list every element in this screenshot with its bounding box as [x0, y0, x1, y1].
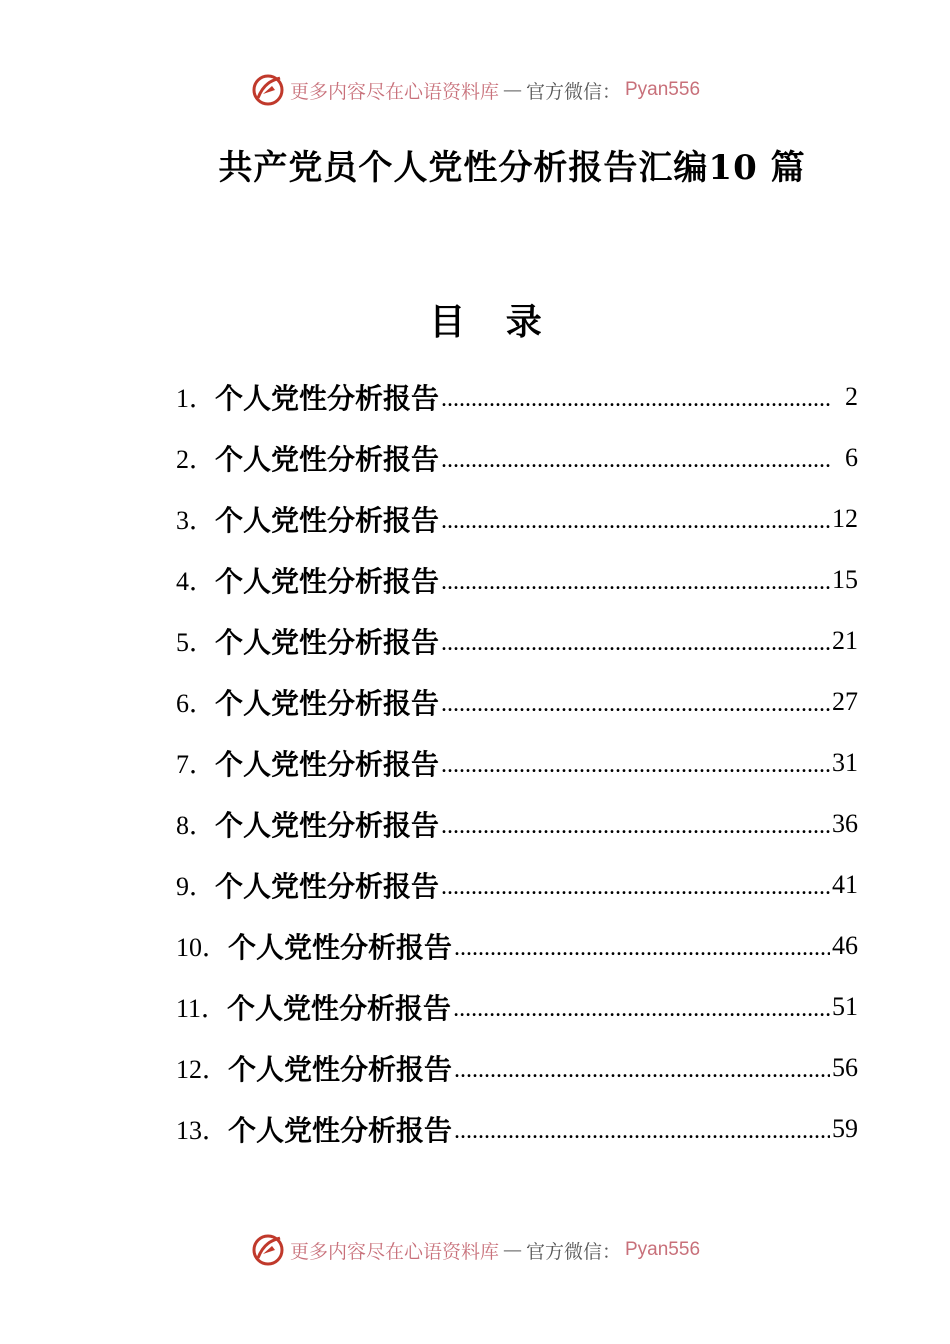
toc-leader-dots: [441, 569, 830, 596]
wechat-label: 官方微信：: [525, 1240, 621, 1263]
toc-entry-9[interactable]: [176, 854, 858, 915]
toc-leader-dots: [441, 813, 830, 840]
toc-label: 个人党性分析报告: [227, 991, 452, 1025]
toc-entry-2[interactable]: [176, 427, 858, 488]
toc-number: 10．: [176, 933, 229, 962]
toc-label: 个人党性分析报告: [228, 1113, 453, 1147]
toc-entry-5[interactable]: [176, 610, 858, 671]
wechat-label: 官方微信：: [525, 80, 621, 103]
toc-page-number: 56: [832, 1052, 858, 1082]
toc-entry-12[interactable]: [176, 1037, 858, 1098]
toc-number: 9．: [176, 872, 216, 901]
toc-leader-dots: [453, 996, 830, 1023]
toc-leader-dots: [441, 630, 830, 657]
toc-number: 7．: [176, 750, 216, 779]
toc-leader-dots: [441, 386, 830, 413]
toc-label: 个人党性分析报告: [215, 564, 440, 598]
toc-page-number: 31: [832, 747, 858, 777]
toc-label: 个人党性分析报告: [215, 747, 440, 781]
toc-label: 个人党性分析报告: [228, 1052, 453, 1086]
toc-number: 3．: [176, 506, 216, 535]
toc-number: 8．: [176, 811, 216, 840]
toc-entry-11[interactable]: [176, 976, 858, 1037]
toc-page-number: 41: [832, 869, 858, 899]
toc-label: 个人党性分析报告: [215, 442, 440, 476]
toc-leader-dots: [454, 1118, 830, 1145]
toc-label: 个人党性分析报告: [228, 930, 453, 964]
toc-entry-10[interactable]: [176, 915, 858, 976]
promo-separator: —: [502, 1239, 522, 1261]
toc-number: 13．: [176, 1116, 229, 1145]
promo-text: 更多内容尽在心语资料库: [289, 1240, 499, 1263]
toc-entry-7[interactable]: [176, 732, 858, 793]
toc-number: 4．: [176, 567, 216, 596]
wechat-id: Pyan556: [625, 79, 701, 100]
toc-entry-4[interactable]: [176, 549, 858, 610]
toc-page-number: 21: [832, 625, 858, 655]
toc-heading: 目 录: [429, 301, 556, 343]
toc-label: 个人党性分析报告: [215, 381, 440, 415]
toc-page-number: 12: [832, 503, 858, 533]
promo-separator: —: [502, 79, 522, 101]
toc-label: 个人党性分析报告: [215, 808, 440, 842]
toc-leader-dots: [454, 1057, 830, 1084]
toc-label: 个人党性分析报告: [215, 686, 440, 720]
toc-number: 2．: [176, 445, 216, 474]
toc-page-number: 6: [845, 442, 858, 472]
toc-number: 11．: [176, 994, 228, 1023]
toc-leader-dots: [441, 874, 830, 901]
footer-banner: [0, 1232, 950, 1272]
toc-entry-3[interactable]: [176, 488, 858, 549]
brand-logo-icon: [250, 1232, 286, 1268]
toc-leader-dots: [441, 447, 830, 474]
toc-number: 6．: [176, 689, 216, 718]
toc-page-number: 2: [845, 381, 858, 411]
toc-leader-dots: [441, 508, 830, 535]
toc-page-number: 36: [832, 808, 858, 838]
document-title: 共产党员个人党性分析报告汇编10 篇: [218, 148, 806, 188]
toc-page-number: 59: [832, 1113, 858, 1143]
toc-label: 个人党性分析报告: [215, 503, 440, 537]
toc-page-number: 46: [832, 930, 858, 960]
toc-entry-8[interactable]: [176, 793, 858, 854]
wechat-id: Pyan556: [625, 1239, 701, 1260]
brand-logo-icon: [250, 72, 286, 108]
toc-label: 个人党性分析报告: [215, 625, 440, 659]
toc-entry-6[interactable]: [176, 671, 858, 732]
toc-leader-dots: [441, 752, 830, 779]
promo-text: 更多内容尽在心语资料库: [289, 80, 499, 103]
toc-number: 12．: [176, 1055, 229, 1084]
toc-entry-13[interactable]: [176, 1098, 858, 1159]
toc-leader-dots: [441, 691, 830, 718]
header-banner: [0, 72, 950, 112]
toc-page-number: 51: [832, 991, 858, 1021]
toc-page-number: 27: [832, 686, 858, 716]
toc-label: 个人党性分析报告: [215, 869, 440, 903]
toc-leader-dots: [454, 935, 830, 962]
toc-number: 5．: [176, 628, 216, 657]
toc-entry-1[interactable]: [176, 366, 858, 427]
toc-number: 1．: [176, 384, 216, 413]
toc-page-number: 15: [832, 564, 858, 594]
table-of-contents: [176, 366, 858, 1159]
